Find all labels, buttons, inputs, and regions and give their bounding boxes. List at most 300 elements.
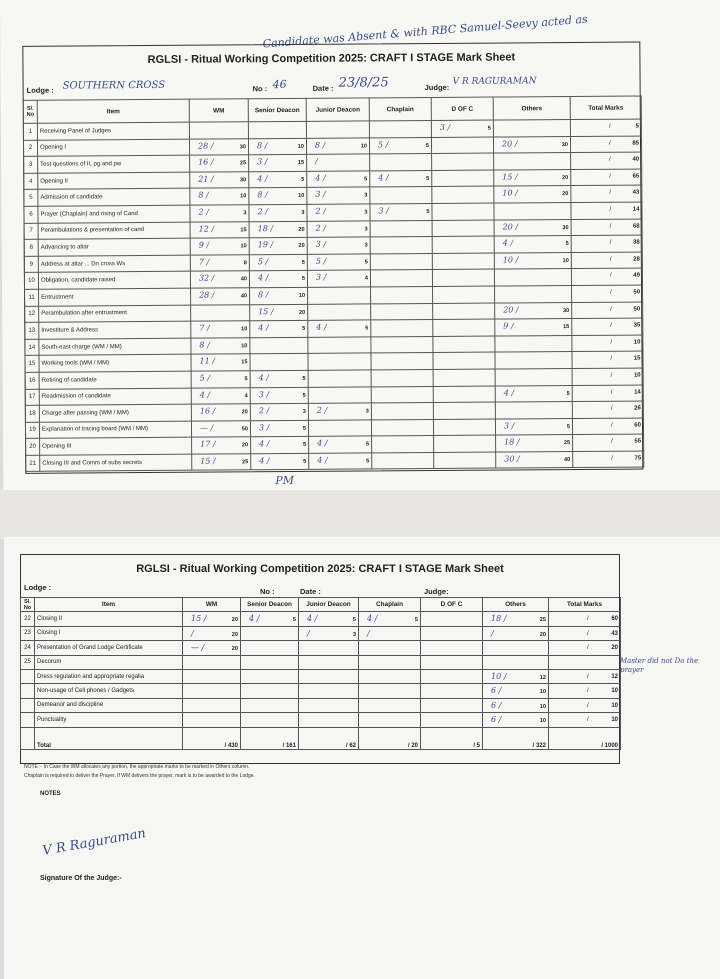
row-sd-cell [250,304,308,321]
row-wm-max: 25 [241,459,249,466]
row-sl-no: 5 [24,190,38,207]
row-total-max: 40 [632,156,640,163]
row-dc-cell [421,698,483,712]
sheet1-initials: PM [275,473,295,488]
row-item: Decorum [35,655,183,669]
row-ot-score: 4 / [502,238,514,248]
row-sd-max: 15 [297,160,305,167]
col-header-wm: WM [183,598,241,612]
total-row [21,727,621,749]
row-sd-cell [248,121,306,138]
row-jd-cell [307,220,370,237]
col-header-chaplain: Chaplain [359,598,421,612]
row-wm-cell [191,354,250,371]
row-dc-cell [421,713,483,727]
row-ch-score: 4 / [367,614,378,624]
total-row-blank [21,727,35,749]
row-sd-max: 5 [301,176,305,183]
row-ot-cell [494,252,571,269]
sheet2-no-label: No : [260,587,275,596]
footnote-chaplain-prayer: Chaplain is required to deliver the Prayer. If WM delivers the prayer, mark is to be awarded to the Lodge. [24,773,255,779]
row-ot-max: 30 [562,224,569,231]
row-total-slash: / [608,123,611,130]
row-jd-cell [308,420,371,437]
row-ch-cell [371,353,433,370]
row-total-slash: / [609,190,612,197]
row-total-max: 68 [632,223,640,230]
total-row-wm: / 430 [183,727,241,749]
sheet2-header-row [21,598,621,612]
row-jd-cell [306,138,369,155]
row-ot-cell [495,319,572,336]
row-jd-max: 3 [364,192,368,199]
judge-signature: V R Raguraman [41,826,147,859]
row-dc-cell [421,612,483,626]
row-total-cell [572,385,643,402]
row-item: Closing I [35,626,183,640]
row-wm-score: 16 / [199,406,216,416]
row-ch-cell [359,684,421,698]
sheet1-judge-value: V R RAGURAMAN [452,76,537,87]
row-jd-score: 4 / [317,455,328,465]
row-sd-cell [248,138,306,155]
row-ot-score: 20 / [501,138,518,149]
footnote-others-column: NOTE :- In Case the WM allocates any portion, the appropriate marks to be marked in Others column. [24,764,250,770]
row-wm-score: 28 / [197,141,214,151]
row-wm-score: 12 / [198,224,215,234]
row-total-cell [549,669,621,683]
row-total-slash: / [587,717,589,724]
row-sd-max: 20 [298,243,305,250]
row-wm-score: — / [199,423,214,433]
row-total-max: 49 [633,272,640,279]
row-sl-no: 11 [25,289,39,306]
row-ot-cell [496,435,573,452]
row-wm-max: 40 [240,276,247,283]
row-dc-max: 5 [487,125,491,132]
row-sd-max: 5 [303,458,307,465]
row-total-max: 85 [632,140,640,147]
col-header-senior-deacon: Senior Deacon [248,98,306,121]
row-ch-max: 5 [414,617,418,624]
row-total-cell [572,335,643,352]
row-sl-no: 3 [24,156,38,173]
row-jd-cell [299,626,359,640]
row-total-max: 10 [611,688,618,695]
row-wm-score: 15 / [200,456,216,466]
row-ch-cell [371,303,433,320]
row-jd-max: 5 [364,259,368,266]
sheet1-no-value: 46 [272,78,287,92]
row-total-cell [572,318,643,335]
row-item: Perambulation after entrustment [39,305,191,323]
row-ch-cell [371,336,433,353]
row-ot-score: / [491,628,494,638]
total-row-ch: / 20 [359,727,421,749]
row-jd-cell [308,386,371,403]
row-item: Demeanor and discipline [35,698,183,712]
row-sd-max: 3 [301,209,305,216]
row-ch-cell [370,270,432,287]
table-row [21,641,621,655]
row-wm-score: 8 / [198,190,209,200]
row-sd-cell [250,370,308,387]
row-ot-max: 30 [562,307,570,314]
row-sd-cell [241,612,299,626]
row-jd-max: 5 [352,617,356,624]
row-ch-cell [370,253,432,270]
row-jd-score: / [315,156,318,166]
row-dc-cell [432,253,494,270]
row-sd-cell [249,188,307,205]
row-jd-score: / [307,628,310,638]
table-row [21,626,621,640]
row-sl-no: 2 [23,140,37,157]
row-dc-cell [431,120,493,137]
row-sl-no [21,698,35,712]
col-header-total-marks: Total Marks [570,96,641,119]
row-sd-cell [241,713,299,727]
row-ot-score: 3 / [503,421,515,431]
row-sd-score: 5 / [257,256,269,266]
row-ot-cell [493,120,570,137]
row-sl-no: 4 [24,173,38,190]
row-ch-score: / [367,628,370,638]
row-jd-score: 2 / [316,405,328,415]
row-wm-score: — / [191,643,205,653]
row-item: Charge after passing (WM / MM) [39,404,191,422]
row-sd-score: 2 / [257,207,268,217]
table-row [21,684,621,698]
row-wm-max: 10 [241,326,248,333]
row-sl-no: 12 [25,306,39,323]
row-wm-max: 4 [244,392,248,399]
row-ot-score: 18 / [504,437,520,447]
row-total-slash: / [610,422,613,429]
row-jd-score: 4 / [316,322,327,332]
row-wm-max: 3 [243,210,247,217]
row-ot-cell [483,641,549,655]
row-wm-max: 10 [240,243,247,250]
row-total-cell [572,368,643,385]
row-wm-score: 7 / [198,257,210,267]
row-ot-cell [494,153,571,170]
sheet1-lodge-label: Lodge : [26,85,54,95]
sheet2-lodge-label: Lodge : [24,583,52,592]
table-row [21,655,621,669]
row-total-slash: / [587,673,589,680]
row-item: Investiture & Address [39,321,191,339]
row-total-slash: / [610,306,612,313]
row-jd-cell [307,254,370,271]
row-jd-cell [308,303,371,320]
row-sl-no [21,713,35,727]
row-sd-max: 5 [302,425,307,432]
row-wm-cell [183,713,241,727]
row-ot-cell [495,402,572,419]
sheet1-judge-label: Judge: [424,82,450,93]
row-sd-max: 5 [302,326,306,333]
row-sl-no: 23 [21,626,35,640]
row-dc-cell [433,352,495,369]
row-ot-cell [483,626,549,640]
row-dc-cell [433,386,495,403]
row-ch-cell [359,669,421,683]
row-total-cell [570,119,641,136]
row-wm-cell [190,255,249,272]
row-ot-max: 30 [561,141,569,148]
row-ot-cell [495,285,572,302]
row-wm-cell [191,371,250,388]
total-row-sd: / 161 [241,727,299,749]
row-wm-cell [191,337,250,354]
row-dc-cell [433,369,495,386]
row-jd-max: 3 [365,408,369,415]
row-sd-cell [241,641,299,655]
row-ot-cell [483,713,549,727]
row-ot-max: 25 [539,617,546,624]
row-total-slash: / [609,156,611,163]
table-row [21,669,621,683]
row-sd-cell [249,221,307,238]
row-item: Test questions of II, pg and pw [38,155,190,173]
row-jd-max: 3 [364,209,368,216]
row-jd-cell [309,436,372,453]
row-sd-max: 10 [297,143,305,150]
row-wm-cell [183,612,241,626]
row-jd-cell [308,370,371,387]
row-ot-score: 6 / [491,700,502,710]
row-ch-cell [371,403,433,420]
row-sd-cell [241,655,299,669]
row-sd-score: 18 / [257,223,274,233]
row-total-slash: / [610,339,613,346]
row-total-slash: / [610,356,613,363]
row-dc-cell [432,153,494,170]
row-total-max: 14 [634,389,641,396]
row-ot-max: 20 [562,191,569,198]
row-sd-score: 8 / [256,140,268,150]
row-ch-cell [372,452,434,469]
row-wm-max: 20 [231,631,238,638]
row-ot-cell [494,236,571,253]
row-wm-max: 40 [240,293,248,300]
row-jd-cell [299,655,359,669]
row-sd-cell [250,320,308,337]
row-jd-max: 10 [360,143,368,150]
row-jd-cell [307,204,370,221]
row-total-cell [571,152,642,169]
row-sd-max: 5 [302,442,307,449]
row-wm-score: 17 / [200,439,216,449]
row-ot-score: 6 / [491,686,502,696]
row-ch-score: 3 / [378,206,389,216]
table-row [21,713,621,727]
table-row [21,612,621,626]
row-total-max: 10 [611,717,618,724]
row-wm-score: 15 / [191,614,207,624]
row-ch-cell [370,187,432,204]
row-sd-score: 19 / [257,240,274,250]
row-wm-cell [192,454,251,471]
row-dc-cell [421,669,483,683]
row-sd-cell [241,684,299,698]
row-total-max: 43 [632,189,640,196]
row-ot-score: 20 / [502,221,519,232]
row-total-cell [571,252,642,269]
col-header-chaplain: Chaplain [369,97,431,120]
row-wm-cell [191,404,250,421]
row-ot-cell [483,698,549,712]
row-jd-score: 3 / [315,239,327,249]
row-wm-cell [191,321,250,338]
row-wm-max: 30 [240,177,247,184]
row-ot-max: 5 [566,390,570,397]
row-jd-cell [309,453,372,470]
row-sd-cell [250,354,308,371]
row-total-max: 5 [635,123,639,130]
row-ch-cell [369,137,431,154]
row-ot-cell [494,186,571,203]
row-sl-no: 6 [24,206,38,223]
row-total-max: 10 [611,702,618,709]
row-sl-no: 16 [25,372,39,389]
row-sd-max: 5 [301,259,305,266]
row-jd-cell [299,713,359,727]
row-total-cell [549,655,621,669]
row-ot-score: 10 / [502,255,519,265]
row-total-cell [549,641,621,655]
row-sd-cell [249,238,307,255]
row-sd-cell [241,698,299,712]
col-header-others: Others [493,97,570,121]
row-wm-cell [190,205,249,222]
row-item: Opening III [40,437,192,455]
row-sd-cell [250,420,308,437]
row-jd-cell [308,353,371,370]
row-item: Receiving Panel of Judges [37,122,189,140]
row-sl-no: 24 [21,641,35,655]
row-ch-cell [370,170,432,187]
row-sd-max: 5 [302,392,306,399]
row-sl-no: 13 [25,322,39,339]
row-dc-cell [432,220,494,237]
row-item: Obligation, candidate raised [38,272,190,290]
row-total-cell [570,136,641,153]
row-ot-cell [494,269,571,286]
row-ch-cell [359,612,421,626]
row-dc-cell [432,236,494,253]
row-total-cell [571,268,642,285]
row-ch-max: 5 [426,208,430,215]
row-total-max: 20 [611,645,618,652]
row-total-slash: / [608,140,611,147]
row-total-slash: / [610,289,612,296]
row-item: Closing II [35,612,183,626]
page-gap-strip [0,490,720,540]
row-ch-cell [371,386,433,403]
row-sd-cell [250,287,308,304]
row-item: Opening I [37,139,189,157]
row-total-slash: / [587,688,589,695]
row-dc-cell [433,286,495,303]
row-ot-max: 20 [539,631,546,638]
row-wm-score: 5 / [199,373,211,383]
row-wm-max: 20 [241,442,249,449]
row-jd-cell [299,684,359,698]
row-total-max: 60 [611,616,618,623]
row-ot-max: 20 [562,174,569,181]
row-wm-score: / [191,628,194,638]
row-wm-score: 28 / [199,290,215,300]
total-row-total: / 1000 [549,727,621,749]
row-item: South-east charge (WM / MM) [39,338,191,356]
row-dc-cell [432,186,494,203]
row-wm-max: 10 [240,193,247,200]
row-total-max: 26 [634,405,641,412]
row-ch-cell [359,655,421,669]
row-total-cell [572,401,643,418]
row-ot-cell [483,684,549,698]
row-ot-max: 10 [539,689,546,696]
row-sl-no: 21 [26,455,40,472]
row-total-max: 28 [633,256,640,263]
row-sl-no: 8 [24,239,38,256]
row-ch-cell [359,626,421,640]
top-handwritten-note: Candidate was Absent & with RBC Samuel-Seevy acted as [262,12,589,51]
row-jd-cell [299,641,359,655]
row-jd-cell [308,337,371,354]
row-sd-cell [250,337,308,354]
row-item: Dress regulation and appropriate regalia [35,669,183,683]
row-item: Closing III and Comm of subs secrets [40,454,192,472]
row-ot-cell [483,655,549,669]
row-jd-cell [307,171,370,188]
row-wm-cell [189,122,248,139]
row-dc-cell [421,655,483,669]
row-dc-cell [434,452,496,469]
row-sl-no [21,684,35,698]
row-ot-cell [494,202,571,219]
col-header-item: Item [35,598,183,612]
row-ch-cell [371,369,433,386]
row-total-max: 55 [634,438,642,445]
row-total-cell [549,684,621,698]
row-jd-cell [306,121,369,138]
row-ot-max: 10 [539,718,546,725]
row-item: Address at altar ... Dn cross Ws [38,255,190,273]
row-total-cell [573,451,644,468]
row-item: Entrustment [39,288,191,306]
row-jd-max: 3 [364,226,368,233]
row-ot-max: 5 [565,241,569,248]
row-total-cell [571,219,642,236]
col-header-sl: Sl. No [21,598,35,612]
row-total-cell [572,351,643,368]
sheet1-no-label: No : [252,84,268,94]
row-ch-cell [369,120,431,137]
row-dc-cell [432,269,494,286]
row-dc-cell [433,419,495,436]
row-total-max: 10 [633,339,641,346]
row-total-cell [549,713,621,727]
row-sl-no [21,669,35,683]
row-ch-cell [370,203,432,220]
row-ch-cell [370,220,432,237]
row-sd-max: 5 [292,617,296,624]
mark-sheet-page-2 [4,537,720,979]
row-ot-cell [495,418,572,435]
